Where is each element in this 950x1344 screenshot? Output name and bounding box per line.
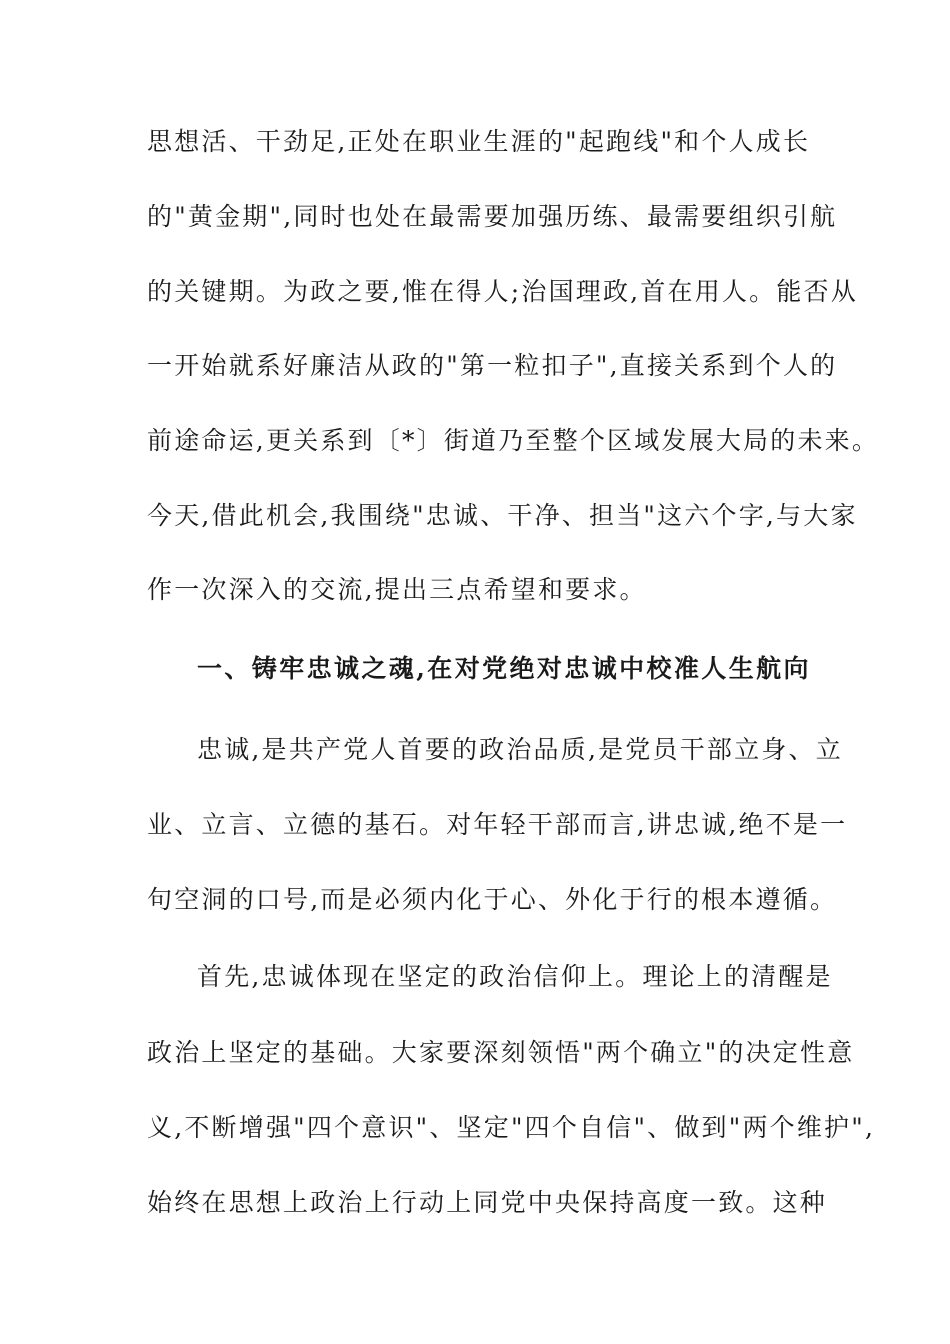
body-text-line: 始终在思想上政治上行动上同党中央保持高度一致。这种 bbox=[147, 1188, 828, 1217]
body-text-line: 业、立言、立德的基石。对年轻干部而言,讲忠诚,绝不是一 bbox=[147, 810, 848, 839]
body-text-line: 政治上坚定的基础。大家要深刻领悟"两个确立"的决定性意 bbox=[147, 1038, 855, 1067]
paragraph-first-line: 首先,忠诚体现在坚定的政治信仰上。理论上的清醒是 bbox=[197, 962, 833, 991]
body-text-line: 作一次深入的交流,提出三点希望和要求。 bbox=[147, 575, 647, 604]
paragraph-first-line: 忠诚,是共产党人首要的政治品质,是党员干部立身、立 bbox=[197, 735, 843, 764]
body-text-line: 句空洞的口号,而是必须内化于心、外化于行的根本遵循。 bbox=[147, 885, 838, 914]
body-text-line: 今天,借此机会,我围绕"忠诚、干净、担当"这六个字,与大家 bbox=[147, 501, 858, 530]
body-text-line: 的"黄金期",同时也处在最需要加强历练、最需要组织引航 bbox=[147, 202, 838, 231]
body-text-line: 义,不断增强"四个意识"、坚定"四个自信"、做到"两个维护", bbox=[147, 1113, 876, 1142]
section-heading: 一、铸牢忠诚之魂,在对党绝对忠诚中校准人生航向 bbox=[197, 654, 811, 683]
body-text-line: 的关键期。为政之要,惟在得人;治国理政,首在用人。能否从 bbox=[147, 277, 858, 306]
body-text-line: 思想活、干劲足,正处在职业生涯的"起跑线"和个人成长 bbox=[147, 127, 811, 156]
body-text-line: 一开始就系好廉洁从政的"第一粒扣子",直接关系到个人的 bbox=[147, 351, 838, 380]
body-text-line: 前途命运,更关系到〔*〕街道乃至整个区域发展大局的未来。 bbox=[147, 426, 880, 455]
